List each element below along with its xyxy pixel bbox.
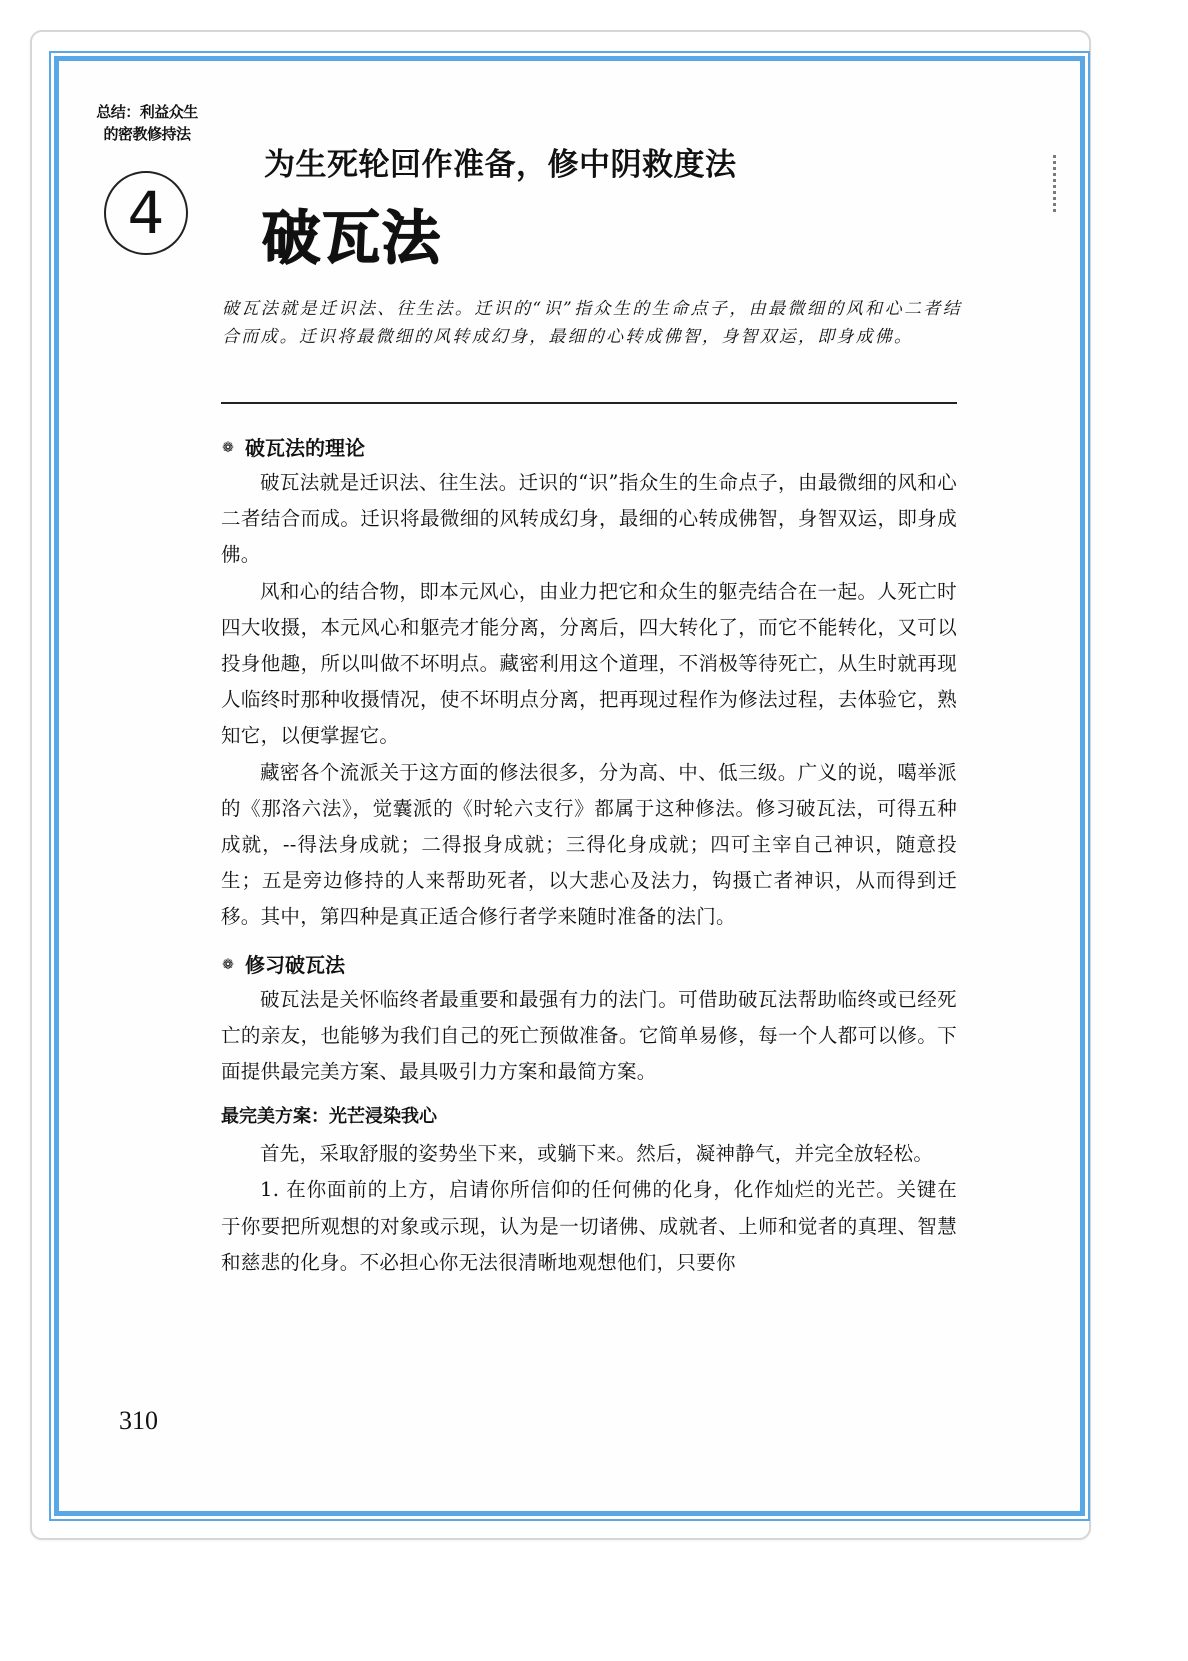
- chapter-number-circle: [104, 171, 188, 255]
- body-paragraph: 首先，采取舒服的姿势坐下来，或躺下来。然后，凝神静气，并完全放轻松。: [260, 1142, 934, 1166]
- body-paragraph: 破瓦法是关怀临终者最重要和最强有力的法门。可借助破瓦法帮助临终或已经死亡的亲友，也能够为我们自己的死亡预做准备。它简单易修，每一个人都可以修。下面提供最完美方案、最具吸引力方案和最简方案。: [221, 987, 957, 1084]
- page-title: 破瓦法: [262, 204, 443, 272]
- body-paragraph: 风和心的结合物，即本元风心，由业力把它和众生的躯壳结合在一起。人死亡时四大收摄，本元风心和躯壳才能分离，分离后，四大转化了，而它不能转化，又可以投身他趣，所以叫做不坏明点。藏密利用这个道理，不消极等待死亡，从生时就再现人临终时那种收摄情况，使不坏明点分离，把再现过程作为修法过程，去体验它，熟知它，以便掌握它。: [221, 579, 957, 748]
- section-heading-text: 破瓦法的理论: [245, 435, 365, 460]
- intro-summary: 破瓦法就是迁识法、往生法。迁识的“识”指众生的生命点子，由最微细的风和心二者结合而成。迁识将最微细的风转成幻身，最细的心转成佛智，身智双运，即身成佛。: [222, 299, 962, 347]
- flower-bullet-icon: ❁: [222, 439, 234, 456]
- section-heading-text: 修习破瓦法: [245, 952, 345, 977]
- section-heading-theory: [221, 431, 957, 465]
- scan-edge-marks: [1053, 155, 1056, 215]
- main-content: [221, 431, 957, 1281]
- chapter-label-line-2: 的密教修持法: [103, 125, 191, 143]
- page-subtitle: 为生死轮回作准备，修中阴救度法: [264, 147, 737, 183]
- section-divider: [221, 402, 957, 404]
- chapter-label: [87, 101, 207, 145]
- chapter-number: 4: [127, 179, 165, 247]
- chapter-label-line-1: 总结：利益众生: [96, 103, 198, 121]
- body-paragraph: 破瓦法就是迁识法、往生法。迁识的“识”指众生的生命点子，由最微细的风和心二者结合而成。迁识将最微细的风转成幻身，最细的心转成佛智，身智双运，即身成佛。: [221, 471, 957, 567]
- book-page: [59, 61, 1080, 1511]
- flower-bullet-icon: ❁: [222, 956, 234, 973]
- body-paragraph: 藏密各个流派关于这方面的修法很多，分为高、中、低三级。广义的说，噶举派的《那洛六法》，觉囊派的《时轮六支行》都属于这种修法。修习破瓦法，可得五种成就，--得法身成就；二得报身成就；三得化身成就；四可主宰自己神识，随意投生；五是旁边修持的人来帮助死者，以大悲心及法力，钩摄亡者神识，从而得到迁移。其中，第四种是真正适合修行者学来随时准备的法门。: [221, 760, 957, 929]
- subsection-heading: 最完美方案：光芒浸染我心: [221, 1106, 437, 1128]
- section-heading-practice: [221, 948, 957, 982]
- body-paragraph: 1. 在你面前的上方，启请你所信仰的任何佛的化身，化作灿烂的光芒。关键在于你要把所观想的对象或示现，认为是一切诸佛、成就者、上师和觉者的真理、智慧和慈悲的化身。不必担心你无法很清晰地观想他们，只要你: [221, 1178, 957, 1274]
- page-number: 310: [119, 1406, 158, 1435]
